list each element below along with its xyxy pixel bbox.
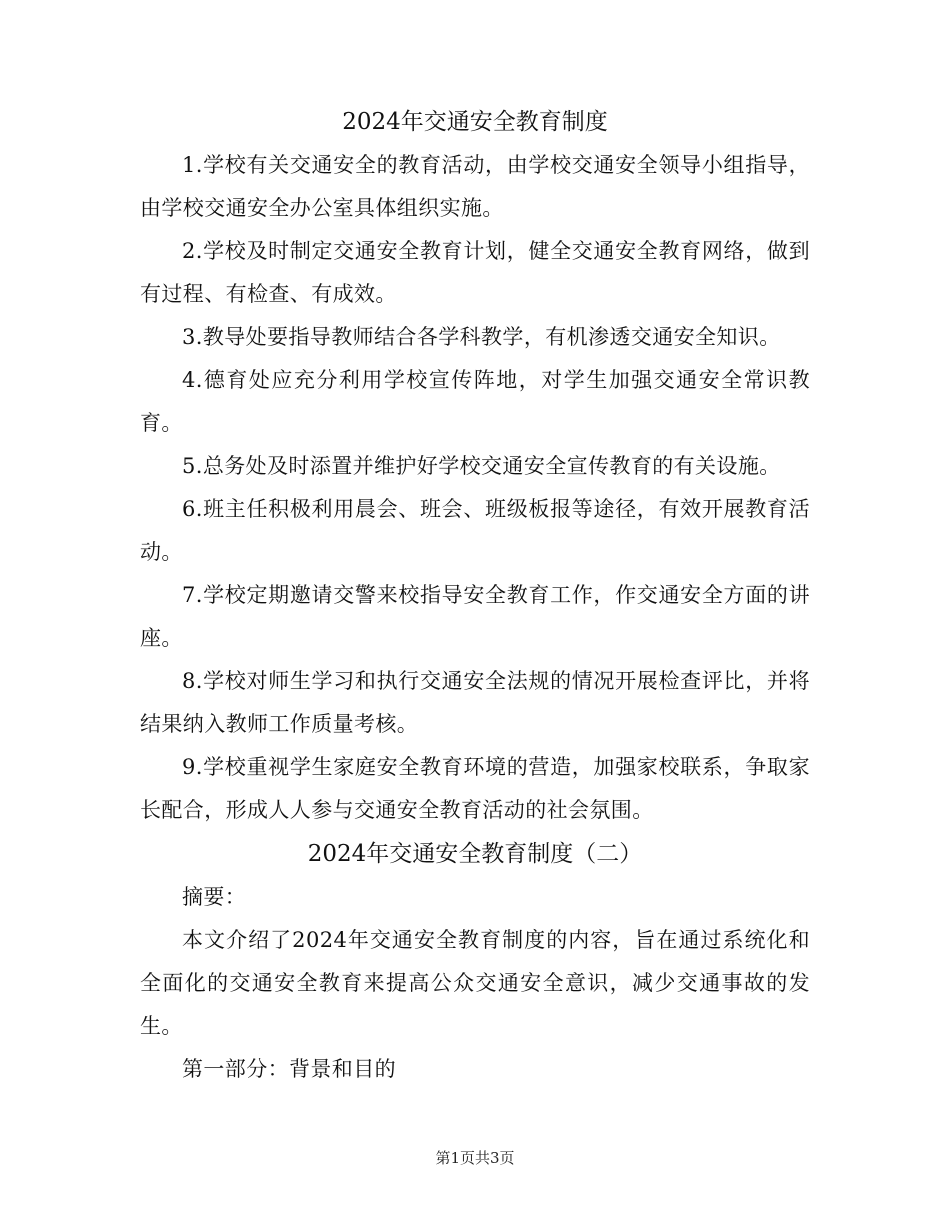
list-item: 2.学校及时制定交通安全教育计划，健全交通安全教育网络，做到有过程、有检查、有成效。 [140, 239, 810, 306]
abstract-label: 摘要： [182, 885, 247, 909]
list-item: 7.学校定期邀请交警来校指导安全教育工作，作交通安全方面的讲座。 [140, 583, 810, 650]
page-indicator: 第1页共3页 [435, 1149, 515, 1167]
list-item: 8.学校对师生学习和执行交通安全法规的情况开展检查评比，并将结果纳入教师工作质量考核。 [140, 669, 810, 736]
list-item: 3.教导处要指导教师结合各学科教学，有机渗透交通安全知识。 [182, 325, 781, 349]
section-heading: 第一部分：背景和目的 [182, 1057, 396, 1081]
document-body [140, 100, 810, 1091]
document-title: 2024年交通安全教育制度 [342, 109, 608, 135]
list-item: 5.总务处及时添置并维护好学校交通安全宣传教育的有关设施。 [182, 454, 781, 478]
section-title: 2024年交通安全教育制度（二） [307, 841, 643, 867]
list-item: 4.德育处应充分利用学校宣传阵地，对学生加强交通安全常识教育。 [140, 368, 810, 435]
list-item: 6.班主任积极利用晨会、班会、班级板报等途径，有效开展教育活动。 [140, 497, 810, 564]
list-item: 9.学校重视学生家庭安全教育环境的营造，加强家校联系，争取家长配合，形成人人参与交通安全教育活动的社会氛围。 [140, 755, 810, 822]
abstract-text: 本文介绍了2024年交通安全教育制度的内容，旨在通过系统化和全面化的交通安全教育来提高公众交通安全意识，减少交通事故的发生。 [140, 928, 810, 1038]
list-item: 1.学校有关交通安全的教育活动，由学校交通安全领导小组指导，由学校交通安全办公室具体组织实施。 [140, 153, 810, 220]
